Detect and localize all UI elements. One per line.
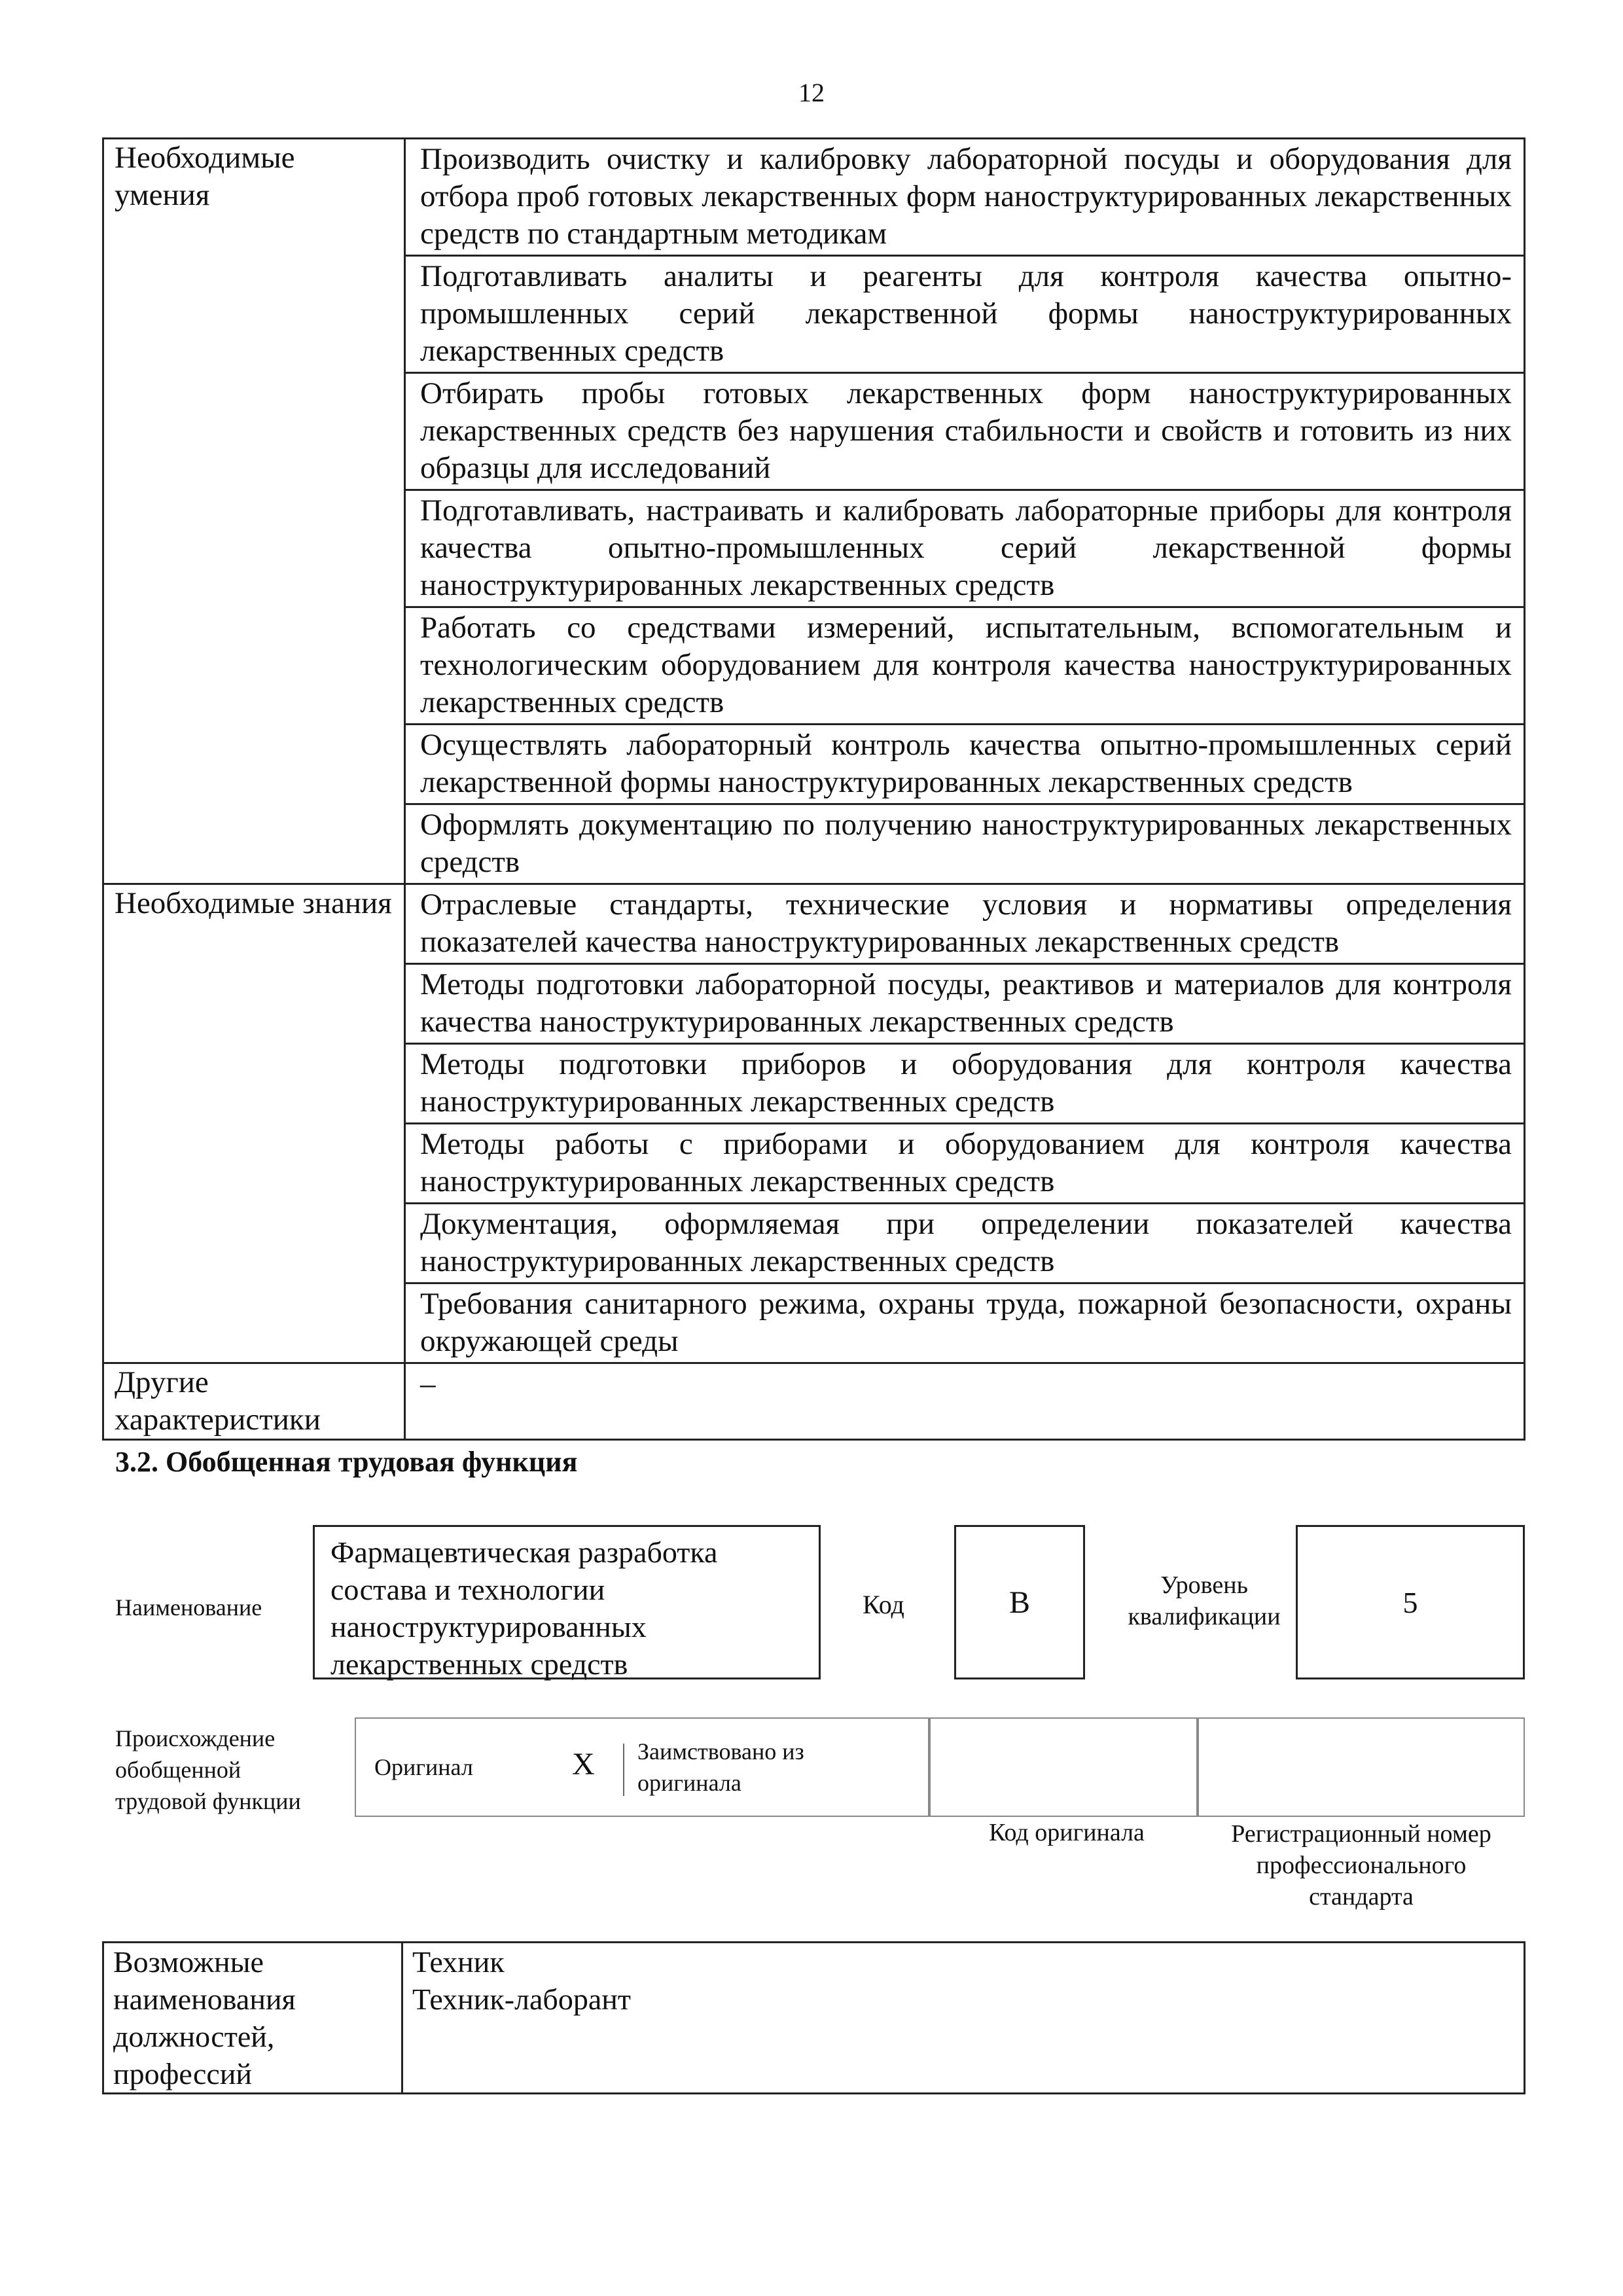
qualification-level-label: Уровень квалификации — [1128, 1571, 1281, 1630]
original-checkmark: X — [572, 1747, 595, 1782]
position-item: Техник-лаборант — [412, 1982, 631, 2016]
skills-row — [103, 139, 1525, 256]
function-name-box: Фармацевтическая разработка состава и технологии наноструктурированных лекарственных средств — [313, 1525, 821, 1679]
code-original-cell — [929, 1717, 1198, 1817]
positions-label: Возможные наименования должностей, профессий — [103, 1943, 402, 2094]
other-label: Другие характеристики — [103, 1363, 405, 1440]
skills-item: Подготавливать аналиты и реагенты для контроля качества опытно-промышленных серий лекарственной формы наноструктурированных лекарственных средств — [405, 256, 1525, 373]
knowledge-item: Отраслевые стандарты, технические условия и нормативы определения показателей качества наноструктурированных лекарственных средств — [405, 884, 1525, 964]
section-heading: 3.2. Обобщенная трудовая функция — [115, 1446, 578, 1478]
knowledge-item: Методы подготовки лабораторной посуды, реактивов и материалов для контроля качества наноструктурированных лекарственных средств — [405, 964, 1525, 1044]
other-item: – — [405, 1363, 1525, 1440]
origin-divider — [623, 1744, 624, 1796]
skills-item: Оформлять документацию по получению наноструктурированных лекарственных средств — [405, 804, 1525, 884]
code-box: B — [954, 1525, 1085, 1679]
original-label: Оригинал — [374, 1754, 473, 1780]
code-original-label: Код оригинала — [989, 1819, 1145, 1846]
knowledge-label: Необходимые знания — [103, 884, 405, 1363]
skills-item: Осуществлять лабораторный контроль качества опытно-промышленных серий лекарственной формы наноструктурированных лекарственных средств — [405, 725, 1525, 804]
reg-number-cell — [1198, 1717, 1525, 1817]
requirements-table — [102, 137, 1525, 1441]
skills-item: Производить очистку и калибровку лабораторной посуды и оборудования для отбора проб готовых лекарственных форм наноструктурированных лекарственных средств по стандартным методикам — [405, 139, 1525, 256]
name-label: Наименование — [115, 1594, 262, 1621]
knowledge-item: Методы подготовки приборов и оборудования для контроля качества наноструктурированных лекарственных средств — [405, 1044, 1525, 1124]
positions-table — [102, 1941, 1525, 2094]
skills-item: Подготавливать, настраивать и калибровать лабораторные приборы для контроля качества опытно-промышленных серий лекарственной формы наноструктурированных лекарственных средств — [405, 490, 1525, 607]
reg-number-label: Регистрационный номер профессионального стандарта — [1231, 1820, 1491, 1910]
knowledge-item: Документация, оформляемая при определении показателей качества наноструктурированных лекарственных средств — [405, 1204, 1525, 1283]
knowledge-item: Методы работы с приборами и оборудованием для контроля качества наноструктурированных лекарственных средств — [405, 1124, 1525, 1204]
positions-values — [402, 1943, 1525, 2094]
skills-item: Работать со средствами измерений, испытательным, вспомогательным и технологическим оборудованием для контроля качества наноструктурированных лекарственных средств — [405, 607, 1525, 725]
origin-label: Происхождение обобщенной трудовой функции — [115, 1725, 301, 1814]
borrowed-label: Заимствовано из оригинала — [637, 1738, 804, 1796]
origin-row — [355, 1717, 1525, 1817]
knowledge-item: Требования санитарного режима, охраны труда, пожарной безопасности, охраны окружающей среды — [405, 1283, 1525, 1363]
code-label: Код — [863, 1590, 904, 1619]
page-number: 12 — [798, 78, 825, 107]
position-item: Техник — [412, 1945, 505, 1979]
skills-item: Отбирать пробы готовых лекарственных форм наноструктурированных лекарственных средств без нарушения стабильности и свойств и готовить из них образцы для исследований — [405, 373, 1525, 490]
qualification-level-box: 5 — [1296, 1525, 1525, 1679]
skills-label: Необходимые умения — [103, 139, 405, 884]
other-row — [103, 1363, 1525, 1440]
knowledge-row — [103, 884, 1525, 964]
